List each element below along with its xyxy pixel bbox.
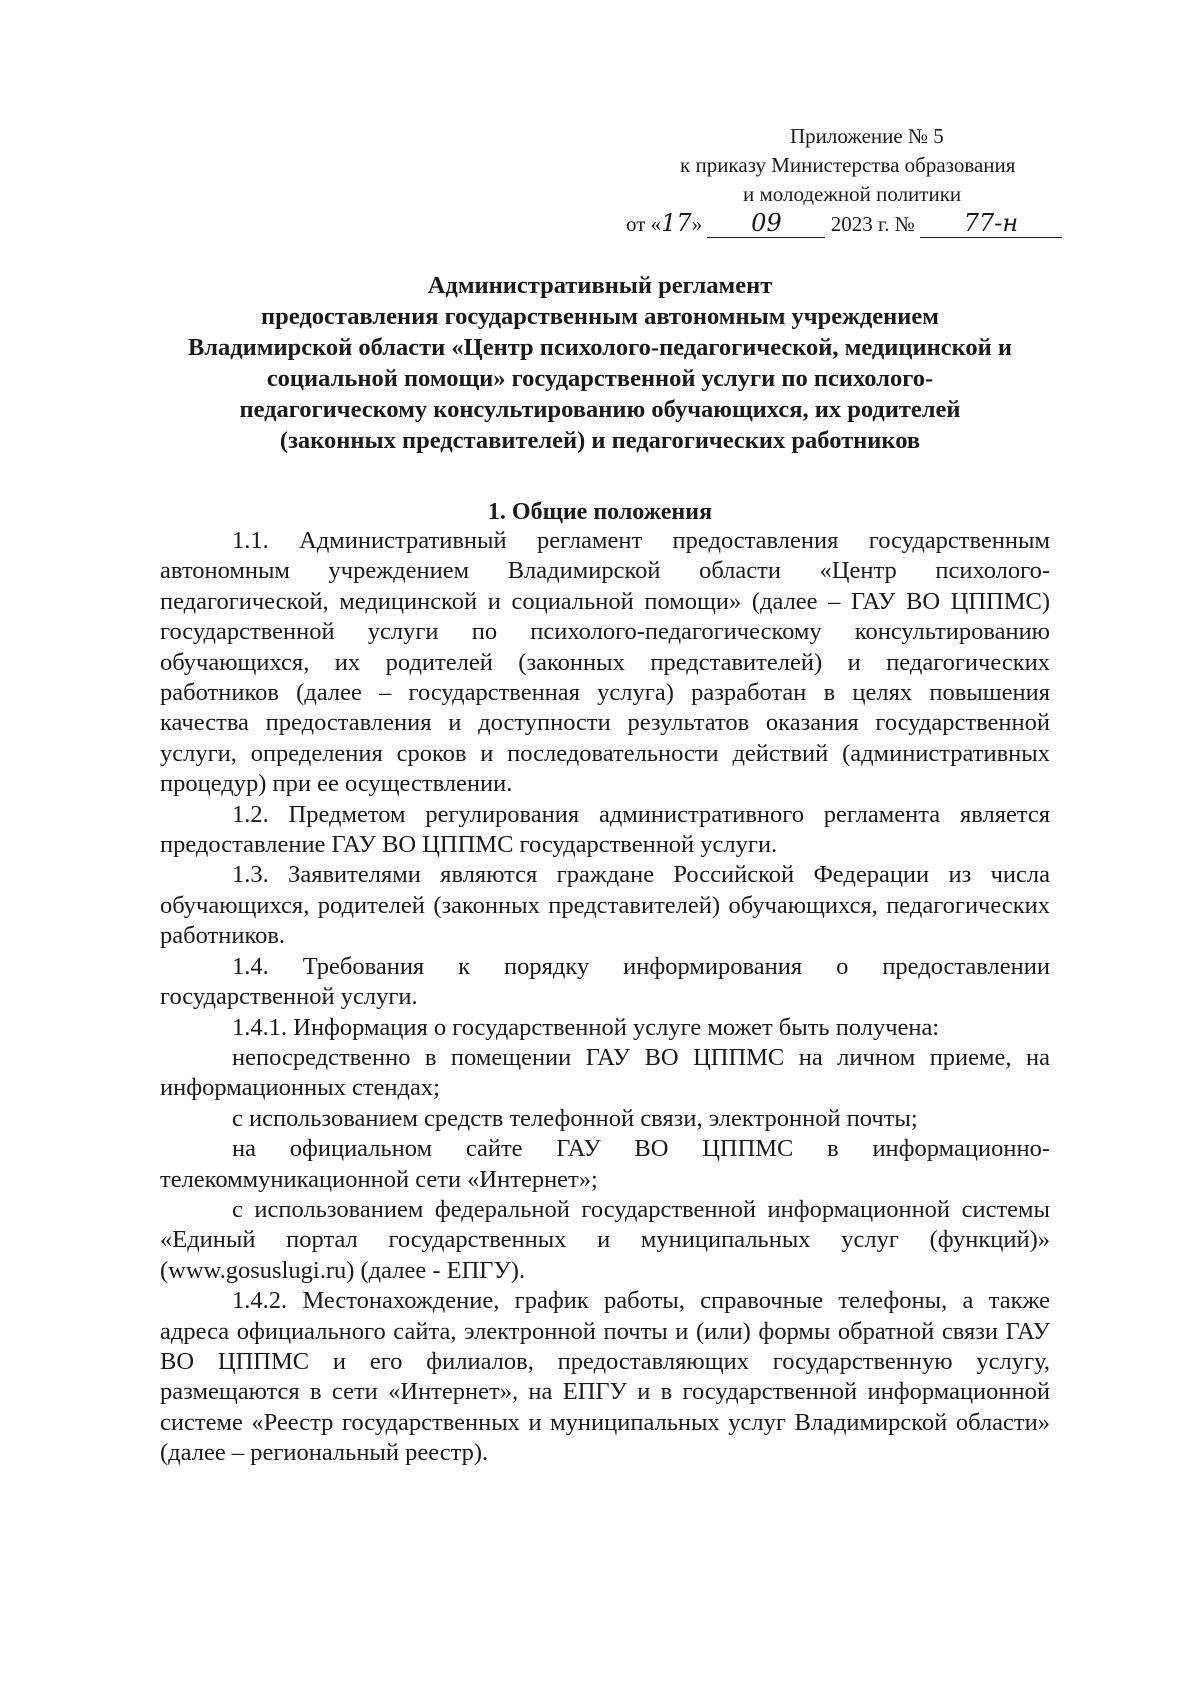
list-item-phone-email: с использованием средств телефонной связи, электронной почты; [232,1104,918,1132]
paragraph-1-4: 1.4. Требования к порядку информирования о предоставлении государственной услуги. [160,952,1050,1011]
order-number-field [920,210,1062,238]
order-day: 17 [661,209,692,237]
date-quote-close: » [691,212,703,236]
approval-header [600,122,1160,239]
order-issuer-continued: и молодежной политики [743,182,962,206]
title-line: предоставления государственным автономным учреждением [261,303,939,330]
order-year-label: 2023 г. № [830,212,915,236]
section-heading: 1. Общие положения [487,499,713,525]
document-title [150,270,1050,456]
order-month-field [707,210,825,238]
list-item-in-person: непосредственно в помещении ГАУ ВО ЦППМС на личном приеме, на информационных стендах; [160,1043,1050,1102]
paragraph-1-2: 1.2. Предметом регулирования административного регламента является предоставление ГАУ ВО ЦППМС государственной услуги. [160,800,1050,859]
paragraph-1-3: 1.3. Заявителями являются граждане Российской Федерации из числа обучающихся, родителей (законных представителей) обучающихся, педагогических работников. [160,861,1050,950]
list-item-website: на официальном сайте ГАУ ВО ЦППМС в информационно-телекоммуникационной сети «Интернет»; [160,1135,1050,1193]
section-body [160,526,1050,1469]
paragraph-1-4-2: 1.4.2. Местонахождение, график работы, справочные телефоны, а также адреса официального сайта, электронной почты и (или) формы обратной связи ГАУ ВО ЦППМС и его филиалов, предоставляющих государственную услугу, размещаются в сети «Интернет», на ЕПГУ и в государственной информационной системе «Реестр государственных и муниципальных услуг Владимирской области» (далее – региональный реестр). [160,1287,1050,1467]
list-item-epgu: с использованием федеральной государственной информационной системы «Единый портал государственных и муниципальных услуг (функций)» (www.gosuslugi.ru) (далее - ЕПГУ). [160,1195,1050,1284]
title-line: педагогическому консультированию обучающихся, их родителей [239,396,961,423]
appendix-number: Приложение № 5 [790,124,944,148]
title-line: Административный регламент [427,272,773,299]
order-issuer: к приказу Министерства образования [680,153,1016,177]
paragraph-1-4-1: 1.4.1. Информация о государственной услуге может быть получена: [232,1013,940,1041]
paragraph-1-1: 1.1. Административный регламент предоставления государственным автономным учреждением Владимирской области «Центр психолого-педагогической, медицинской и социальной помощи» (далее – ГАУ ВО ЦППМС) государственной услуги по психолого-педагогическому консультированию обучающихся, их родителей (законных представителей) и педагогических работников (далее – государственная услуга) разработан в целях повышения качества предоставления и доступности результатов оказания государственной услуги, определения сроков и последовательности действий (административных процедур) при ее осуществлении. [160,527,1050,798]
order-month: 09 [751,209,782,237]
title-line: социальной помощи» государственной услуги по психолого- [266,365,934,392]
order-number: 77-н [963,209,1019,237]
date-prefix: от « [626,212,662,236]
title-line: Владимирской области «Центр психолого-педагогической, медицинской и [187,334,1013,361]
title-line: (законных представителей) и педагогических работников [279,427,921,454]
order-date-line [600,209,1160,239]
